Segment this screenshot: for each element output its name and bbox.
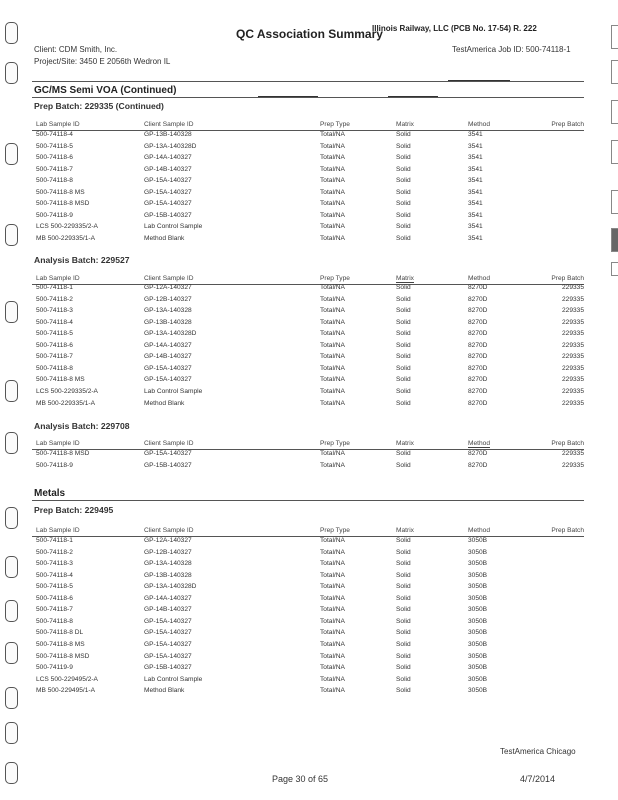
- cell-method: 3541: [468, 177, 483, 184]
- cell-prep-batch: 229335: [561, 376, 584, 384]
- cell-matrix: Solid: [396, 341, 411, 349]
- cell-prep-type: Total/NA: [320, 687, 345, 695]
- cell-matrix: Solid: [396, 211, 411, 219]
- cell-matrix: Solid: [396, 571, 411, 579]
- cell-method: 3541: [468, 131, 483, 138]
- cell-prep-type: Total/NA: [320, 131, 345, 138]
- cell-client-sample-id: GP-14B-140327: [144, 165, 192, 173]
- client-label: Client: CDM Smith, Inc.: [34, 45, 118, 54]
- cell-lab-sample-id: 500-74118-8: [36, 617, 73, 625]
- cell-method: 8270D: [468, 399, 488, 407]
- cell-lab-sample-id: 500-74118-8 DL: [36, 629, 84, 637]
- cell-client-sample-id: GP-15A-140327: [144, 450, 192, 457]
- cell-matrix: Solid: [396, 330, 411, 338]
- cell-method: 3541: [468, 154, 483, 161]
- cell-prep-batch: 229335: [561, 341, 584, 349]
- page-title: QC Association Summary: [236, 27, 383, 41]
- footer-lab: TestAmerica Chicago: [500, 747, 576, 756]
- col-prep-batch: Prep Batch: [551, 440, 584, 447]
- cell-prep-type: Total/NA: [320, 675, 345, 683]
- cell-matrix: Solid: [396, 353, 411, 361]
- col-lab-sample-id: Lab Sample ID: [36, 121, 80, 128]
- table-row: [36, 606, 584, 617]
- cell-client-sample-id: GP-13B-140328: [144, 318, 192, 326]
- binder-hole: [5, 556, 18, 578]
- cell-prep-batch: 229335: [561, 353, 584, 361]
- cell-lab-sample-id: 500-74118-5: [36, 330, 73, 338]
- col-matrix: Matrix: [396, 121, 414, 128]
- cell-method: 3050B: [468, 583, 488, 591]
- table-row: [36, 664, 584, 675]
- cell-client-sample-id: GP-13A-140328D: [144, 142, 197, 150]
- batch-title-229527: Analysis Batch: 229527: [34, 255, 130, 265]
- cell-matrix: Solid: [396, 606, 411, 614]
- cell-prep-batch: 229335: [561, 307, 584, 315]
- cell-matrix: Solid: [396, 223, 411, 230]
- table-row: [36, 365, 584, 376]
- cell-lab-sample-id: 500-74118-8 MS: [36, 188, 85, 196]
- cell-prep-type: Total/NA: [320, 640, 345, 648]
- table-row: [36, 376, 584, 387]
- cell-prep-batch: 229335: [561, 461, 584, 469]
- table-row: [36, 131, 584, 142]
- table-row: [36, 353, 584, 364]
- table-row: [36, 189, 584, 200]
- cell-client-sample-id: GP-14A-140327: [144, 594, 192, 602]
- cell-method: 8270D: [468, 307, 488, 315]
- cell-lab-sample-id: 500-74118-5: [36, 142, 73, 150]
- table-row: [36, 388, 584, 399]
- cell-lab-sample-id: 500-74118-8 MSD: [36, 200, 90, 207]
- cell-method: 3541: [468, 223, 483, 230]
- cell-prep-type: Total/NA: [320, 200, 345, 207]
- cell-matrix: Solid: [396, 307, 411, 315]
- table-row: [36, 618, 584, 629]
- cell-client-sample-id: GP-15A-140327: [144, 629, 192, 637]
- cell-client-sample-id: Lab Control Sample: [144, 675, 203, 683]
- cell-matrix: Solid: [396, 188, 411, 196]
- cell-client-sample-id: GP-15A-140327: [144, 376, 192, 384]
- cell-lab-sample-id: 500-74118-5: [36, 583, 73, 591]
- table-row: [36, 296, 584, 307]
- table-row: [36, 462, 584, 473]
- cell-prep-type: Total/NA: [320, 450, 345, 457]
- cell-lab-sample-id: 500-74118-4: [36, 131, 73, 138]
- table-row: [36, 583, 584, 594]
- cell-client-sample-id: GP-13A-140328D: [144, 583, 197, 591]
- cell-prep-batch: 229335: [561, 399, 584, 407]
- cell-method: 8270D: [468, 364, 488, 372]
- table-row: [36, 223, 584, 234]
- index-tab: [611, 262, 618, 276]
- cell-prep-type: Total/NA: [320, 341, 345, 349]
- cell-prep-type: Total/NA: [320, 571, 345, 579]
- cell-lab-sample-id: 500-74118-8 MS: [36, 376, 85, 384]
- col-matrix: Matrix: [396, 527, 414, 534]
- batch-title-229495: Prep Batch: 229495: [34, 505, 114, 515]
- cell-method: 3541: [468, 188, 483, 196]
- cell-matrix: Solid: [396, 376, 411, 384]
- index-tab-active: [611, 228, 618, 252]
- table-row: [36, 537, 584, 548]
- binder-hole: [5, 762, 18, 784]
- cell-matrix: Solid: [396, 154, 411, 161]
- cell-prep-type: Total/NA: [320, 629, 345, 637]
- index-tab: [611, 25, 618, 49]
- table-row: [36, 284, 584, 295]
- col-matrix: Matrix: [396, 440, 414, 447]
- cell-prep-type: Total/NA: [320, 652, 345, 660]
- cell-method: 3050B: [468, 675, 488, 683]
- table-row: [36, 641, 584, 652]
- col-lab-sample-id: Lab Sample ID: [36, 440, 80, 447]
- cell-method: 8270D: [468, 318, 488, 326]
- cell-method: 3541: [468, 200, 483, 207]
- cell-client-sample-id: GP-15A-140327: [144, 617, 192, 625]
- cell-client-sample-id: GP-14B-140327: [144, 606, 192, 614]
- cell-lab-sample-id: 500-74118-9: [36, 211, 73, 219]
- col-prep-type: Prep Type: [320, 121, 350, 128]
- cell-method: 3050B: [468, 571, 488, 579]
- cell-prep-batch: 229335: [561, 450, 584, 457]
- header-divider: [32, 81, 584, 82]
- section-divider: [32, 500, 584, 501]
- table-row: [36, 177, 584, 188]
- cell-lab-sample-id: MB 500-229495/1-A: [36, 687, 96, 695]
- binder-hole: [5, 600, 18, 622]
- cell-matrix: Solid: [396, 687, 411, 695]
- cell-method: 8270D: [468, 295, 488, 303]
- cell-prep-type: Total/NA: [320, 617, 345, 625]
- cell-lab-sample-id: 500-74118-6: [36, 154, 73, 161]
- cell-client-sample-id: GP-14A-140327: [144, 341, 192, 349]
- cell-lab-sample-id: 500-74118-2: [36, 295, 73, 303]
- cell-prep-type: Total/NA: [320, 284, 345, 291]
- cell-method: 8270D: [468, 330, 488, 338]
- cell-prep-type: Total/NA: [320, 211, 345, 219]
- binder-hole: [5, 301, 18, 323]
- table-row: [36, 572, 584, 583]
- table-row: [36, 549, 584, 560]
- cell-prep-batch: 229335: [561, 364, 584, 372]
- cell-client-sample-id: Lab Control Sample: [144, 223, 203, 230]
- col-prep-type: Prep Type: [320, 527, 350, 534]
- cell-client-sample-id: GP-13A-140328: [144, 560, 192, 568]
- cell-matrix: Solid: [396, 364, 411, 372]
- cell-prep-type: Total/NA: [320, 234, 345, 242]
- cell-lab-sample-id: LCS 500-229335/2-A: [36, 387, 98, 395]
- cell-lab-sample-id: 500-74118-2: [36, 548, 73, 556]
- cell-method: 8270D: [468, 353, 488, 361]
- cell-prep-type: Total/NA: [320, 307, 345, 315]
- cell-prep-type: Total/NA: [320, 399, 345, 407]
- cell-matrix: Solid: [396, 318, 411, 326]
- cell-lab-sample-id: 500-74118-7: [36, 606, 73, 614]
- project-label: Project/Site: 3450 E 2056th Wedron IL: [34, 57, 171, 66]
- col-method: Method: [468, 275, 490, 282]
- cell-lab-sample-id: 500-74118-4: [36, 318, 73, 326]
- cell-lab-sample-id: 500-74118-4: [36, 571, 73, 579]
- cell-matrix: Solid: [396, 548, 411, 556]
- cell-lab-sample-id: 500-74118-3: [36, 560, 73, 568]
- cell-client-sample-id: GP-13B-140328: [144, 571, 192, 579]
- page-number: Page 30 of 65: [272, 774, 329, 784]
- cell-client-sample-id: Lab Control Sample: [144, 387, 203, 395]
- company-name: Illinois Railway, LLC (PCB No. 17-54) R. 222: [372, 24, 537, 33]
- table-row: [36, 200, 584, 211]
- cell-lab-sample-id: 500-74118-8 MS: [36, 640, 85, 648]
- cell-lab-sample-id: 500-74118-8 MSD: [36, 450, 90, 457]
- col-method: Method: [468, 440, 490, 447]
- table-row: [36, 212, 584, 223]
- table-row: [36, 143, 584, 154]
- cell-method: 3050B: [468, 606, 488, 614]
- cell-client-sample-id: GP-15A-140327: [144, 188, 192, 196]
- table-row: [36, 307, 584, 318]
- cell-prep-type: Total/NA: [320, 364, 345, 372]
- col-prep-batch: Prep Batch: [551, 527, 584, 534]
- table-row: [36, 400, 584, 411]
- cell-lab-sample-id: 500-74118-8: [36, 177, 73, 184]
- cell-matrix: Solid: [396, 583, 411, 591]
- binder-hole: [5, 507, 18, 529]
- cell-matrix: Solid: [396, 450, 411, 457]
- cell-client-sample-id: GP-15A-140327: [144, 177, 192, 184]
- cell-method: 8270D: [468, 450, 488, 457]
- cell-matrix: Solid: [396, 177, 411, 184]
- col-prep-type: Prep Type: [320, 440, 350, 447]
- table-row: [36, 154, 584, 165]
- cell-prep-type: Total/NA: [320, 606, 345, 614]
- cell-prep-type: Total/NA: [320, 295, 345, 303]
- section-divider: [32, 97, 584, 98]
- binder-hole: [5, 642, 18, 664]
- table-row: [36, 676, 584, 687]
- cell-lab-sample-id: 500-74118-8: [36, 364, 73, 372]
- col-prep-type: Prep Type: [320, 275, 350, 282]
- col-client-sample-id: Client Sample ID: [144, 527, 194, 534]
- cell-client-sample-id: Method Blank: [144, 687, 185, 695]
- batch-title-229708: Analysis Batch: 229708: [34, 421, 130, 431]
- col-client-sample-id: Client Sample ID: [144, 121, 194, 128]
- cell-prep-batch: 229335: [561, 387, 584, 395]
- binder-hole: [5, 224, 18, 246]
- cell-prep-type: Total/NA: [320, 165, 345, 173]
- cell-client-sample-id: Method Blank: [144, 234, 185, 242]
- table-row: [36, 342, 584, 353]
- cell-method: 3050B: [468, 537, 488, 544]
- index-tab: [611, 190, 618, 214]
- section-title-gcms: GC/MS Semi VOA (Continued): [34, 85, 177, 96]
- batch-title-229335: Prep Batch: 229335 (Continued): [34, 101, 164, 111]
- cell-method: 3050B: [468, 560, 488, 568]
- cell-matrix: Solid: [396, 284, 411, 291]
- binder-hole: [5, 432, 18, 454]
- cell-lab-sample-id: 500-74118-1: [36, 537, 73, 544]
- binder-hole: [5, 687, 18, 709]
- cell-method: 3050B: [468, 640, 488, 648]
- binder-hole: [5, 62, 18, 84]
- cell-client-sample-id: GP-15A-140327: [144, 652, 192, 660]
- cell-matrix: Solid: [396, 675, 411, 683]
- cell-prep-type: Total/NA: [320, 353, 345, 361]
- cell-prep-batch: 229335: [561, 318, 584, 326]
- index-tab: [611, 140, 618, 164]
- cell-prep-type: Total/NA: [320, 548, 345, 556]
- table-row: [36, 595, 584, 606]
- col-prep-batch: Prep Batch: [551, 275, 584, 282]
- cell-client-sample-id: GP-12B-140327: [144, 548, 192, 556]
- cell-prep-batch: 229335: [561, 284, 584, 291]
- cell-matrix: Solid: [396, 629, 411, 637]
- cell-prep-type: Total/NA: [320, 537, 345, 544]
- cell-lab-sample-id: MB 500-229335/1-A: [36, 234, 96, 242]
- cell-client-sample-id: GP-15A-140327: [144, 364, 192, 372]
- cell-matrix: Solid: [396, 234, 411, 242]
- cell-prep-batch: 229335: [561, 330, 584, 338]
- cell-lab-sample-id: MB 500-229335/1-A: [36, 399, 96, 407]
- cell-client-sample-id: GP-12A-140327: [144, 284, 192, 291]
- cell-prep-type: Total/NA: [320, 560, 345, 568]
- section-title-metals: Metals: [34, 488, 66, 499]
- binder-hole: [5, 22, 18, 44]
- cell-prep-type: Total/NA: [320, 387, 345, 395]
- cell-method: 8270D: [468, 376, 488, 384]
- cell-lab-sample-id: LCS 500-229335/2-A: [36, 223, 98, 230]
- cell-method: 3541: [468, 165, 483, 173]
- table-row: [36, 450, 584, 461]
- cell-client-sample-id: GP-15B-140327: [144, 664, 192, 672]
- cell-method: 3541: [468, 211, 483, 219]
- cell-matrix: Solid: [396, 652, 411, 660]
- cell-method: 3050B: [468, 594, 488, 602]
- cell-prep-type: Total/NA: [320, 223, 345, 230]
- cell-lab-sample-id: 500-74119-9: [36, 664, 73, 672]
- cell-lab-sample-id: 500-74118-6: [36, 594, 73, 602]
- cell-prep-type: Total/NA: [320, 594, 345, 602]
- cell-matrix: Solid: [396, 200, 411, 207]
- cell-lab-sample-id: 500-74118-7: [36, 353, 73, 361]
- cell-matrix: Solid: [396, 131, 411, 138]
- cell-client-sample-id: GP-13B-140328: [144, 131, 192, 138]
- cell-prep-type: Total/NA: [320, 461, 345, 469]
- table-row: [36, 560, 584, 571]
- cell-lab-sample-id: 500-74118-1: [36, 284, 73, 291]
- cell-method: 3050B: [468, 617, 488, 625]
- cell-client-sample-id: GP-12B-140327: [144, 295, 192, 303]
- cell-lab-sample-id: 500-74118-7: [36, 165, 73, 173]
- binder-hole: [5, 722, 18, 744]
- col-prep-batch: Prep Batch: [551, 121, 584, 128]
- cell-prep-type: Total/NA: [320, 376, 345, 384]
- cell-matrix: Solid: [396, 295, 411, 303]
- cell-prep-type: Total/NA: [320, 318, 345, 326]
- cell-matrix: Solid: [396, 399, 411, 407]
- col-lab-sample-id: Lab Sample ID: [36, 527, 80, 534]
- cell-client-sample-id: GP-14B-140327: [144, 353, 192, 361]
- cell-matrix: Solid: [396, 594, 411, 602]
- cell-prep-type: Total/NA: [320, 583, 345, 591]
- table-row: [36, 166, 584, 177]
- table-row: [36, 330, 584, 341]
- cell-client-sample-id: GP-14A-140327: [144, 154, 192, 161]
- cell-method: 8270D: [468, 284, 488, 291]
- cell-matrix: Solid: [396, 165, 411, 173]
- cell-client-sample-id: GP-13A-140328: [144, 307, 192, 315]
- cell-matrix: Solid: [396, 664, 411, 672]
- report-date: 4/7/2014: [520, 774, 556, 784]
- cell-method: 3541: [468, 234, 483, 242]
- cell-prep-type: Total/NA: [320, 154, 345, 161]
- cell-lab-sample-id: 500-74118-6: [36, 341, 73, 349]
- col-method: Method: [468, 527, 490, 534]
- cell-client-sample-id: GP-15A-140327: [144, 640, 192, 648]
- cell-client-sample-id: GP-15B-140327: [144, 461, 192, 469]
- cell-lab-sample-id: LCS 500-229495/2-A: [36, 675, 98, 683]
- cell-prep-batch: 229335: [561, 295, 584, 303]
- cell-method: 3541: [468, 142, 483, 150]
- cell-matrix: Solid: [396, 461, 411, 469]
- cell-client-sample-id: GP-13A-140328D: [144, 330, 197, 338]
- index-tab: [611, 60, 618, 84]
- binder-hole: [5, 380, 18, 402]
- cell-method: 8270D: [468, 341, 488, 349]
- table-row: [36, 687, 584, 698]
- cell-matrix: Solid: [396, 537, 411, 544]
- cell-method: 3050B: [468, 629, 488, 637]
- cell-client-sample-id: GP-12A-140327: [144, 537, 192, 544]
- table-row: [36, 629, 584, 640]
- col-client-sample-id: Client Sample ID: [144, 275, 194, 282]
- cell-matrix: Solid: [396, 640, 411, 648]
- col-method: Method: [468, 121, 490, 128]
- cell-method: 3050B: [468, 687, 488, 695]
- cell-method: 8270D: [468, 461, 488, 469]
- cell-method: 3050B: [468, 652, 488, 660]
- cell-client-sample-id: GP-15A-140327: [144, 200, 192, 207]
- cell-matrix: Solid: [396, 617, 411, 625]
- cell-method: 3050B: [468, 548, 488, 556]
- cell-prep-type: Total/NA: [320, 664, 345, 672]
- table-row: [36, 653, 584, 664]
- table-row: [36, 319, 584, 330]
- cell-lab-sample-id: 500-74118-3: [36, 307, 73, 315]
- cell-prep-type: Total/NA: [320, 142, 345, 150]
- cell-prep-type: Total/NA: [320, 188, 345, 196]
- cell-lab-sample-id: 500-74118-8 MSD: [36, 652, 90, 660]
- col-matrix: Matrix: [396, 275, 414, 282]
- cell-prep-type: Total/NA: [320, 330, 345, 338]
- job-id: TestAmerica Job ID: 500-74118-1: [452, 45, 571, 54]
- cell-matrix: Solid: [396, 387, 411, 395]
- cell-prep-type: Total/NA: [320, 177, 345, 184]
- cell-matrix: Solid: [396, 560, 411, 568]
- index-tab: [611, 100, 618, 124]
- cell-method: 8270D: [468, 387, 488, 395]
- cell-method: 3050B: [468, 664, 488, 672]
- table-row: [36, 235, 584, 246]
- cell-client-sample-id: GP-15B-140327: [144, 211, 192, 219]
- col-lab-sample-id: Lab Sample ID: [36, 275, 80, 282]
- cell-lab-sample-id: 500-74118-9: [36, 461, 73, 469]
- binder-hole: [5, 143, 18, 165]
- cell-matrix: Solid: [396, 142, 411, 150]
- col-client-sample-id: Client Sample ID: [144, 440, 194, 447]
- cell-client-sample-id: Method Blank: [144, 399, 185, 407]
